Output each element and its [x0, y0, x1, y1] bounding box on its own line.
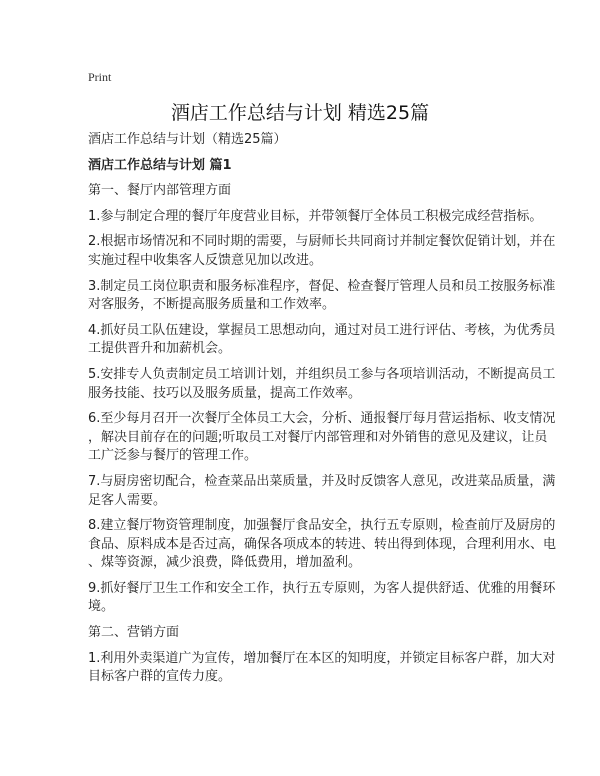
paragraph-line: 、煤等资源，减少浪费，降低费用，增加盈利。	[88, 555, 362, 571]
paragraph	[88, 650, 556, 687]
paragraph	[88, 580, 556, 617]
paragraph	[88, 624, 528, 643]
paragraph-line: 实施过程中收集客人反馈意见加以改进。	[88, 252, 323, 268]
paragraph	[88, 473, 556, 510]
paragraph	[88, 233, 556, 270]
paragraph	[88, 182, 528, 201]
paragraph-line: 1.参与制定合理的餐厅年度营业目标，并带领餐厅全体员工积极完成经营指标。	[88, 208, 543, 224]
paragraph-line: 6.至少每月召开一次餐厅全体员工大会，分析、通报餐厅每月营运指标、收支情况	[88, 411, 556, 427]
paragraph-line: 3.制定员工岗位职责和服务标准程序，督促、检查餐厅管理人员和员工按服务标准	[88, 278, 556, 294]
paragraph-line: 工广泛参与餐厅的管理工作。	[88, 448, 258, 464]
document-subtitle: 酒店工作总结与计划（精选25篇）	[88, 132, 287, 147]
paragraph	[88, 517, 557, 573]
section-heading: 酒店工作总结与计划 篇1	[88, 157, 232, 173]
paragraph	[88, 410, 556, 466]
paragraph	[88, 366, 556, 403]
paragraph-line: 工提供晋升和加薪机会。	[88, 341, 232, 357]
paragraph-line: ，解决目前存在的问题;听取员工对餐厅内部管理和对外销售的意见及建议，让员	[88, 429, 548, 445]
paragraph	[88, 278, 556, 315]
paragraph-line: 服务技能、技巧以及服务质量，提高工作效率。	[88, 385, 362, 401]
paragraph-line: 第一、餐厅内部管理方面	[88, 183, 232, 199]
paragraph	[88, 208, 543, 227]
paragraph-line: 8.建立餐厅物资管理制度，加强餐厅食品安全，执行五专原则，检查前厅及厨房的	[88, 518, 556, 534]
print-link[interactable]: Print	[88, 70, 112, 84]
paragraph-line: 目标客户群的宣传力度。	[88, 669, 232, 685]
paragraph-line: 食品、原料成本是否过高，确保各项成本的转进、转出得到体现，合理利用水、电	[88, 536, 557, 552]
paragraph-line: 足客人需要。	[88, 492, 167, 508]
paragraph-line: 第二、营销方面	[88, 625, 180, 641]
page-title: 酒店工作总结与计划 精选25篇	[170, 102, 430, 124]
paragraph-line: 4.抓好员工队伍建设，掌握员工思想动向，通过对员工进行评估、考核，为优秀员	[88, 322, 556, 338]
paragraph-line: 1.利用外卖渠道广为宣传，增加餐厅在本区的知明度，并锁定目标客户群，加大对	[88, 650, 556, 666]
paragraph-line: 5.安排专人负责制定员工培训计划，并组织员工参与各项培训活动，不断提高员工	[88, 366, 556, 382]
document-body	[88, 131, 557, 694]
paragraph-line: 7.与厨房密切配合，检查菜品出菜质量，并及时反馈客人意见，改进菜品质量，满	[88, 473, 556, 489]
paragraph-line: 2.根据市场情况和不同时期的需要，与厨师长共同商讨并制定餐饮促销计划，并在	[88, 234, 556, 250]
paragraph-list	[88, 182, 557, 687]
paragraph-line: 境。	[88, 599, 115, 615]
paragraph-line: 对客服务，不断提高服务质量和工作效率。	[88, 297, 336, 313]
paragraph	[88, 322, 556, 359]
paragraph-line: 9.抓好餐厅卫生工作和安全工作，执行五专原则，为客人提供舒适、优雅的用餐环	[88, 580, 556, 596]
